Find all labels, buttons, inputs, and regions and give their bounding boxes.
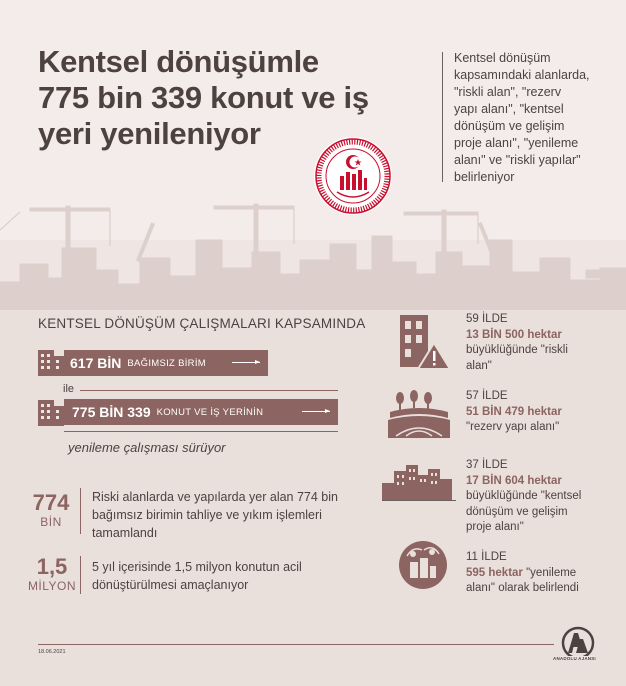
side-line: kapsamındaki alanlarda, [454, 68, 590, 82]
buildings-bar [64, 399, 338, 425]
risky-building-warning-icon [398, 313, 450, 371]
area-provinces: 37 İLDE [466, 459, 508, 471]
stat-divider [80, 556, 81, 594]
stat-15-description [92, 558, 382, 594]
side-line: belirleniyor [454, 170, 515, 184]
area-renewal [466, 550, 616, 597]
title-line: yeri yenileniyor [38, 116, 261, 151]
agency-name: ANADOLU AJANSI [553, 656, 596, 661]
area-amount: 17 BİN 604 hektar [466, 474, 562, 487]
area-line: proje alanı" [466, 521, 524, 533]
buildings-label: KONUT VE İŞ YERİNİN [156, 406, 264, 418]
land-field-trees-icon [386, 388, 452, 438]
area-line: dönüşüm ve gelişim [466, 505, 568, 518]
side-line: alanı" ve "riskli yapılar" [454, 153, 581, 167]
area-urban-project [466, 458, 616, 536]
side-line: Kentsel dönüşüm [454, 51, 551, 65]
anadolu-agency-logo [560, 625, 596, 659]
renewal-text: yenileme çalışması sürüyor [68, 440, 226, 455]
section-heading: KENTSEL DÖNÜŞÜM ÇALIŞMALARI KAPSAMINDA [38, 316, 366, 331]
arrow-right-icon [302, 411, 330, 412]
area-provinces: 59 İLDE [466, 313, 508, 325]
side-line: "riskli alan", "rezerv [454, 85, 562, 99]
arrow-right-icon [232, 362, 260, 363]
area-line: alanı" olarak belirlendi [466, 582, 579, 594]
area-line: büyüklüğünde "riskli [466, 344, 568, 356]
area-provinces: 11 İLDE [466, 551, 507, 563]
stat-774-number: 774 [32, 490, 70, 515]
title-line: 775 bin 339 konut ve iş [38, 80, 369, 115]
stat-15-number: 1,5 [36, 554, 68, 579]
stat-line: 5 yıl içerisinde 1,5 milyon konutun acil [92, 560, 302, 574]
buildings-count: 775 BİN 339 [72, 404, 151, 420]
area-amount-suffix: "yenileme [522, 566, 577, 579]
footer-line [38, 644, 554, 645]
connector-line [80, 390, 338, 391]
stat-line: dönüştürülmesi amaçlanıyor [92, 578, 249, 592]
stat-774-unit: BİN [40, 515, 62, 529]
area-amount: 595 hektar [466, 566, 523, 579]
stat-divider [80, 488, 81, 534]
apartment-building-icon [38, 346, 64, 376]
connector-text: ile [63, 383, 75, 395]
area-line: büyüklüğünde "kentsel [466, 490, 582, 502]
title-line: Kentsel dönüşümle [38, 44, 319, 79]
area-amount: 51 BİN 479 hektar [466, 405, 562, 418]
stat-line: Riski alanlarda ve yapılarda yer alan 774 bin [92, 490, 338, 504]
area-line: "rezerv yapı alanı" [466, 421, 560, 433]
side-description [454, 50, 614, 186]
stat-line: bağımsız birimin tahliye ve yıkım işlemleri [92, 508, 322, 522]
side-line: proje alanı", "yenileme [454, 136, 579, 150]
publish-date: 18.06.2021 [38, 649, 66, 655]
connector-line [64, 431, 338, 432]
side-line: yapı alanı", "kentsel [454, 102, 564, 116]
units-bar [64, 350, 268, 376]
city-buildings-icon [382, 463, 456, 501]
area-reserve [466, 389, 616, 436]
units-count: 617 BİN [70, 355, 122, 371]
stat-774-description [92, 488, 382, 542]
ministry-seal-logo [313, 136, 393, 216]
stat-15-unit: MİLYON [27, 579, 77, 593]
side-line: dönüşüm ve gelişim [454, 119, 565, 133]
area-provinces: 57 İLDE [466, 390, 508, 402]
construction-skyline-illustration [0, 200, 626, 310]
area-line: alan" [466, 359, 492, 372]
area-amount: 13 BİN 500 hektar [466, 328, 562, 341]
apartment-building-icon [38, 396, 64, 426]
stat-line: tamamlandı [92, 526, 158, 540]
area-risky [466, 312, 616, 374]
units-label: BAĞIMSIZ BİRİM [127, 357, 206, 369]
vertical-divider [442, 52, 443, 182]
renewal-area-icon [398, 540, 448, 590]
